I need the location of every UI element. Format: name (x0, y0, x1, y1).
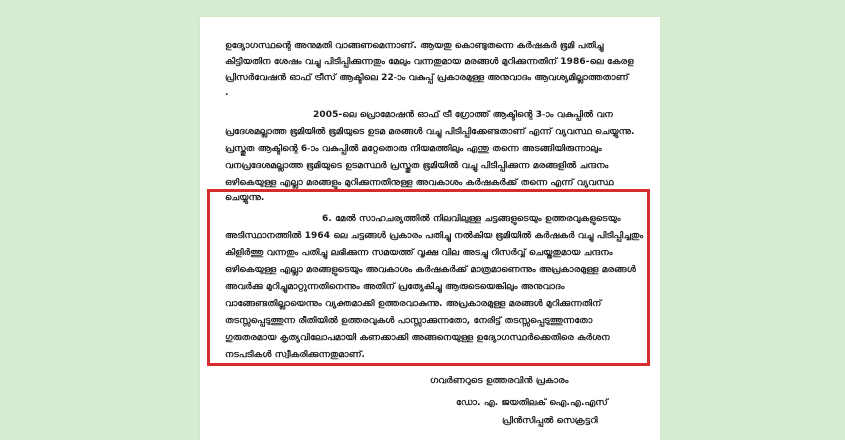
text-line: വാങ്ങേണ്ടതില്ലായെന്നും വ്യക്തമാക്കി ഉത്തരവാകുന്നു. അപ്രകാരമുള്ള മരങ്ങൾ മുറിക്കുന്നതിന് (225, 299, 602, 309)
text-line: ഒഴികെയുള്ള എല്ലാ മരങ്ങളും മുറിക്കുന്നതിനുള്ള അവകാശം കർഷകർക്ക് തന്നെ എന്ന് വ്യവസ്ഥ (225, 178, 614, 188)
signature-line: ഗവർണറുടെ ഉത്തരവിൻ പ്രകാരം (430, 376, 569, 386)
text-line: 2005-ലെ പ്രൊമോഷൻ ഓഫ് ട്രീ ഗ്രോത്ത് ആക്ടിന്റെ 3-ാം വകുപ്പിൽ വന (313, 110, 613, 120)
text-line: 6. മേൽ സാഹചര്യത്തിൽ നിലവിലുള്ള ചട്ടങ്ങളുടെയും ഉത്തരവുകളുടെയും (322, 214, 621, 224)
text-line: ഉദ്യോഗസ്ഥന്റെ അനുമതി വാങ്ങണമെന്നാണ്. ആയതു കൊണ്ടുതന്നെ കർഷകർ ഭൂമി പതിച്ചു (225, 41, 604, 51)
document-page (200, 17, 660, 440)
text-line: നടപടികൾ സ്വീകരിക്കുന്നതുമാണ്. (225, 350, 366, 360)
text-line: തടസ്സപ്പെടുത്തുന്ന രീതിയിൽ ഉത്തരവുകൾ പാസ്സാക്കുന്നതോ, നേരിട്ട് തടസ്സപ്പെടുത്തുന്നതോ (225, 316, 593, 326)
text-line: പ്രിസർവേഷൻ ഓഫ് ട്രീസ് ആക്ടിലെ 22-ാം വകുപ്പ് പ്രകാരമുള്ള അനുവാദം ആവശ്യമില്ലാത്തതാണ് (225, 73, 629, 83)
text-line: ഗുരുതരമായ കൃത്യവിലോപമായി കണക്കാക്കി അങ്ങനെയുള്ള ഉദ്യോഗസ്ഥർക്കെതിരെ കർശന (225, 333, 610, 343)
text-line: ഒഴികെയുള്ള എല്ലാ മരങ്ങളുടെയും അവകാശം കർഷകർക്ക് മാത്രമാണെന്നും അപ്രകാരമുള്ള മരങ്ങൾ (225, 265, 636, 275)
text-line: അടിസ്ഥാനത്തിൽ 1964 ലെ ചട്ടങ്ങൾ പ്രകാരം പതിച്ചു നൽകിയ ഭൂമിയിൽ കർഷകർ വച്ചു പിടിപ്പിച്ചതും (225, 231, 644, 241)
text-line: പ്രസ്തുത ആക്ടിന്റെ 6-ാം വകുപ്പിൽ മറ്റേതൊരു നിയമത്തിലും എന്തു തന്നെ അടങ്ങിയിരുന്നാലും (225, 144, 602, 154)
text-line: കിട്ടിയതിന ശേഷം വച്ചു പിടിപ്പിക്കുന്നതും മേലും വന്നതുമായ മരങ്ങൾ മുറിക്കുന്നതിന് 1986-ലെ കേരള (225, 57, 634, 67)
text-line: ചെയ്യുന്നു. (225, 193, 265, 203)
text-line: കിളിർത്തു വന്നതും പതിച്ചു ലഭിക്കുന്ന സമയത്ത് വൃക്ഷ വില അടച്ചു റിസർവ്വ് ചെയ്തതുമായ ചന്ദനം (225, 248, 613, 258)
text-line: അവർക്കു മുറിച്ചുമാറ്റുന്നതിനെന്നും അതിന് പ്രത്യേകിച്ചു ആരുടെയെങ്കിലും അനുവാദം (225, 282, 565, 292)
text-line: പ്രദേശമല്ലാത്ത ഭൂമിയിൽ ഭൂമിയുടെ ഉടമ മരങ്ങൾ വച്ചു പിടിപ്പിക്കേണ്ടതാണ് എന്ന് വ്യവസ്ഥ ചെയ്യുന്നു. (225, 127, 635, 137)
text-line: വനപ്രദേശമല്ലാത്ത ഭൂമിയുടെ ഉടമസ്ഥർ പ്രസ്തുത ഭൂമിയിൽ വച്ചു പിടിപ്പിക്കുന്ന മരങ്ങളിൽ ചന്ദനം (225, 161, 609, 171)
signature-name: ഡോ. എ. ജയതിലക് ഐ.എ.എസ് (456, 398, 608, 408)
text-line: . (225, 88, 229, 98)
signature-title: പ്രിൻസിപ്പൽ സെക്രട്ടറി (502, 416, 598, 426)
